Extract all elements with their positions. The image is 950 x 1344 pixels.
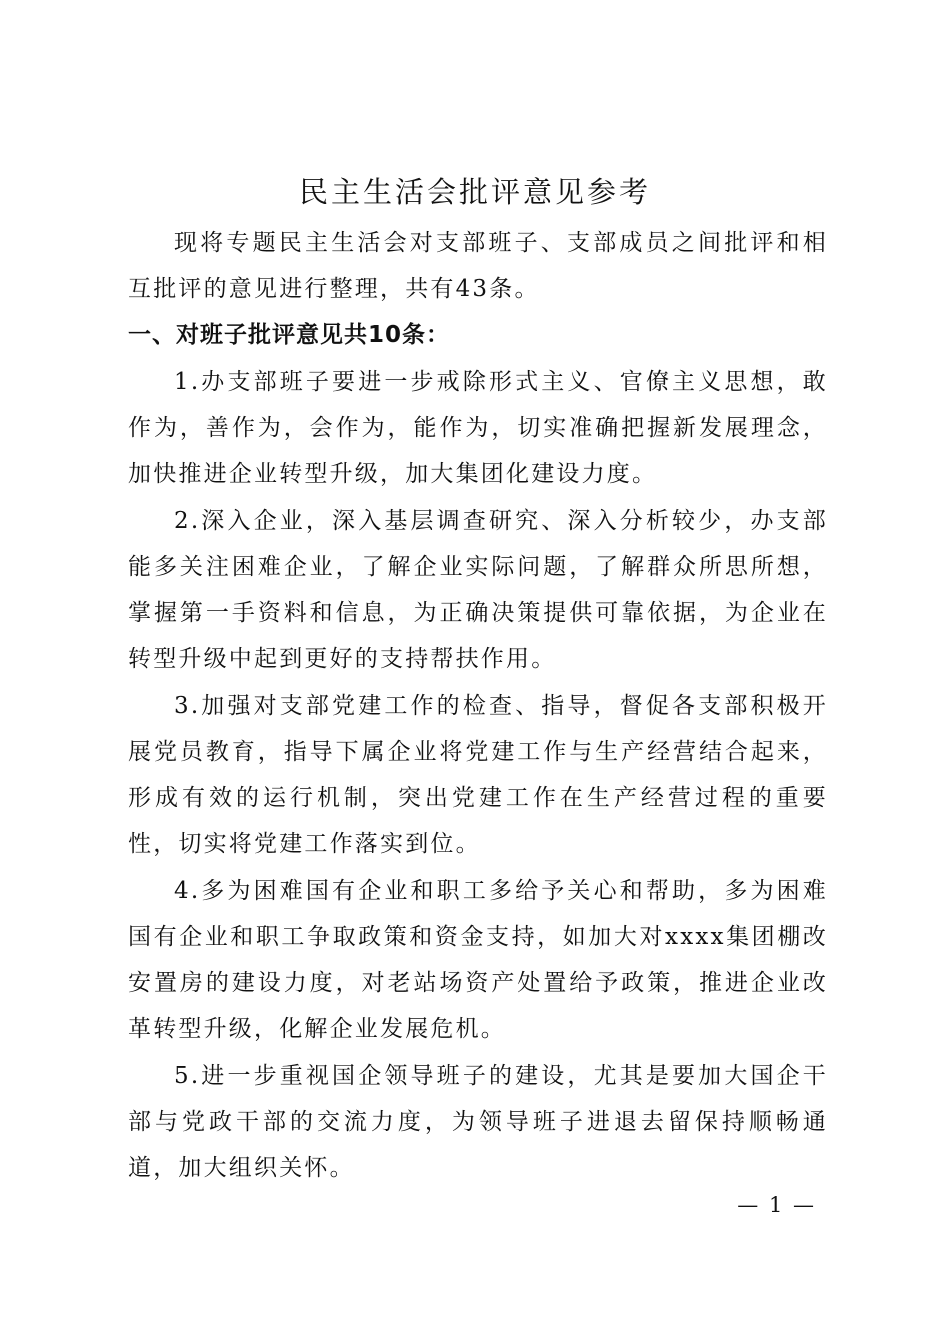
document-title: 民主生活会批评意见参考 — [298, 175, 651, 209]
page-number: — 1 — — [737, 1193, 816, 1217]
section-heading: 一、对班子批评意见共10条： — [128, 322, 451, 348]
document-body — [128, 220, 828, 1191]
list-item: 1.办支部班子要进一步戒除形式主义、官僚主义思想，敢作为，善作为，会作为，能作为，切实准确把握新发展理念，加快推进企业转型升级，加大集团化建设力度。 — [128, 369, 828, 487]
intro-paragraph: 现将专题民主生活会对支部班子、支部成员之间批评和相互批评的意见进行整理，共有43条。 — [128, 230, 828, 302]
list-item: 4.多为困难国有企业和职工多给予关心和帮助，多为困难国有企业和职工争取政策和资金支持，如加大对xxxx集团棚改安置房的建设力度，对老站场资产处置给予政策，推进企业改革转型升级，化解企业发展危机。 — [128, 878, 828, 1042]
list-item: 3.加强对支部党建工作的检查、指导，督促各支部积极开展党员教育，指导下属企业将党建工作与生产经营结合起来，形成有效的运行机制，突出党建工作在生产经营过程的重要性，切实将党建工作落实到位。 — [128, 693, 828, 857]
list-item: 2.深入企业，深入基层调查研究、深入分析较少，办支部能多关注困难企业，了解企业实际问题，了解群众所思所想，掌握第一手资料和信息，为正确决策提供可靠依据，为企业在转型升级中起到更好的支持帮扶作用。 — [128, 508, 828, 672]
list-item: 5.进一步重视国企领导班子的建设，尤其是要加大国企干部与党政干部的交流力度，为领导班子进退去留保持顺畅通道，加大组织关怀。 — [128, 1063, 828, 1181]
